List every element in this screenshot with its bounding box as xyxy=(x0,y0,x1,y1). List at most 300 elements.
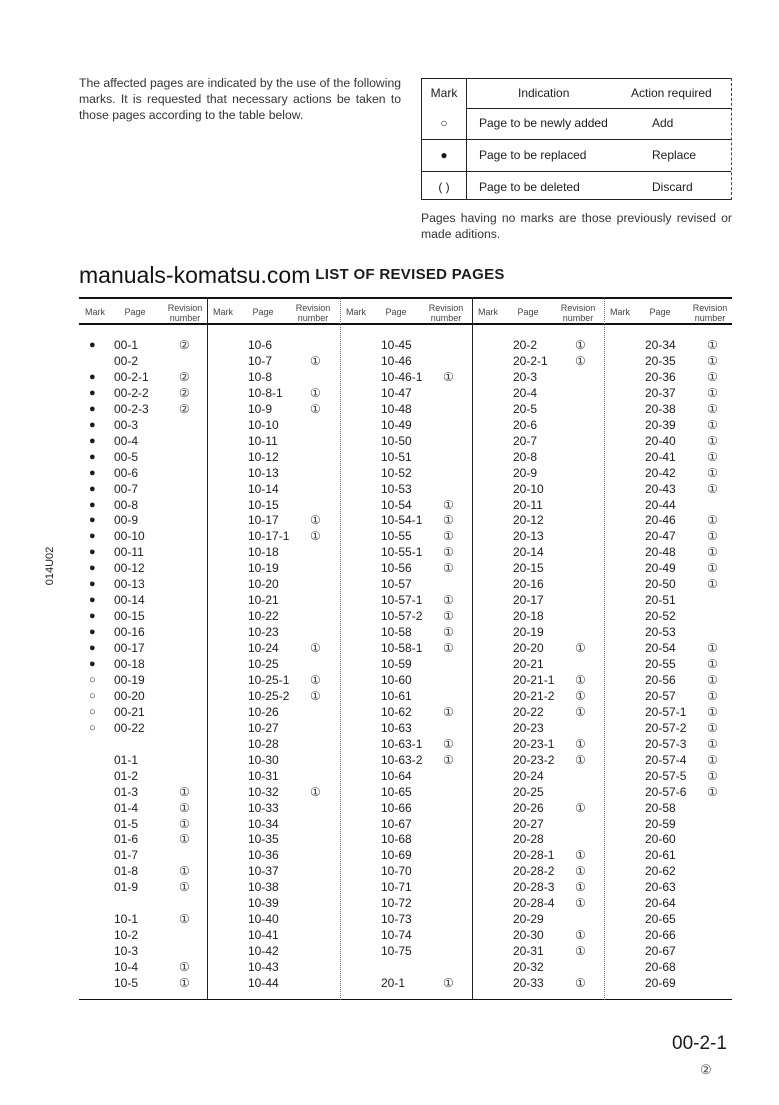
filled-circle-icon: ● xyxy=(89,578,96,591)
page-entry: 10-47 xyxy=(381,385,412,400)
page-entry: 20-26 xyxy=(513,800,544,815)
page-entry: 10-20 xyxy=(248,577,279,592)
page-entry: 10-39 xyxy=(248,896,279,911)
page-entry: 20-30 xyxy=(513,928,544,943)
page-entry: 20-20 xyxy=(513,641,544,656)
page-entry: 00-20 xyxy=(114,688,145,703)
page-entry: 20-5 xyxy=(513,401,538,416)
revision-mark: ① xyxy=(575,928,586,943)
page-entry: 10-57-1 xyxy=(381,593,423,608)
header-page: Page xyxy=(385,307,407,317)
revision-mark: ① xyxy=(575,672,586,687)
filled-circle-icon: ● xyxy=(89,482,96,495)
filled-circle-icon: ● xyxy=(89,418,96,431)
page-entry: 20-58 xyxy=(645,800,676,815)
revision-mark: ① xyxy=(443,736,454,751)
revision-mark: ① xyxy=(707,338,718,352)
revision-mark: ① xyxy=(707,529,718,544)
revision-mark: ① xyxy=(443,593,454,608)
page-entry: 10-15 xyxy=(248,497,279,512)
legend-indication: Page to be deleted xyxy=(479,180,580,194)
revision-mark: ① xyxy=(310,688,321,703)
page-entry: 10-24 xyxy=(248,641,279,656)
revision-mark: ② xyxy=(179,338,190,352)
legend-action: Replace xyxy=(652,148,697,162)
page-entry: 01-3 xyxy=(114,784,139,799)
page-entry: 20-10 xyxy=(513,481,544,496)
page-entry: 20-57-5 xyxy=(645,768,687,783)
page-entry: 10-33 xyxy=(248,800,279,815)
revision-mark: ① xyxy=(310,401,321,416)
page-entry: 10-37 xyxy=(248,864,279,879)
legend-rule xyxy=(422,139,731,140)
page-entry: 00-7 xyxy=(114,481,139,496)
page-entry: 10-5 xyxy=(114,976,139,990)
page-entry: 20-17 xyxy=(513,593,544,608)
page-entry: 10-71 xyxy=(381,880,412,895)
page-entry: 10-25-2 xyxy=(248,688,290,703)
filled-circle-icon: ● xyxy=(89,562,96,575)
page-entry: 20-34 xyxy=(645,338,676,352)
page-entry: 00-22 xyxy=(114,720,145,735)
page-entry: 20-59 xyxy=(645,816,676,831)
page-entry: 20-18 xyxy=(513,609,544,624)
page-entry: 10-65 xyxy=(381,784,412,799)
page-entry: 00-18 xyxy=(114,657,145,671)
page-entry: 10-27 xyxy=(248,720,279,735)
page-entry: 20-24 xyxy=(513,768,544,783)
page-entry: 20-42 xyxy=(645,465,676,480)
page-entry: 10-69 xyxy=(381,848,412,863)
revision-mark: ① xyxy=(443,609,454,624)
page-entry: 20-52 xyxy=(645,609,676,624)
revision-mark: ① xyxy=(179,976,190,990)
page-entry: 01-7 xyxy=(114,848,139,863)
open-circle-icon: ○ xyxy=(89,689,96,702)
page-entry: 10-1 xyxy=(114,912,139,927)
revision-mark: ① xyxy=(310,672,321,687)
revision-mark: ① xyxy=(443,641,454,656)
page-entry: 10-23 xyxy=(248,625,279,640)
filled-circle-icon: ● xyxy=(89,466,96,479)
page-entry: 20-28-3 xyxy=(513,880,555,895)
page-entry: 10-17 xyxy=(248,513,279,528)
table-top-rule xyxy=(79,297,732,299)
page-entry: 20-27 xyxy=(513,816,544,831)
page-entry: 10-38 xyxy=(248,880,279,895)
revision-mark: ① xyxy=(179,784,190,799)
page-entry: 20-28-1 xyxy=(513,848,555,863)
page-entry: 20-21-1 xyxy=(513,672,555,687)
revision-mark: ① xyxy=(443,369,454,384)
page-entry: 20-57-6 xyxy=(645,784,687,799)
legend-indication: Page to be replaced xyxy=(479,148,587,162)
page-entry: 00-14 xyxy=(114,593,145,608)
page-entry: 20-33 xyxy=(513,976,544,990)
page-entry: 20-1 xyxy=(381,976,406,990)
revision-mark: ① xyxy=(707,513,718,528)
revision-mark: ① xyxy=(443,561,454,576)
filled-circle-icon: ● xyxy=(89,402,96,415)
revision-mark: ① xyxy=(707,481,718,496)
page-entry: 10-60 xyxy=(381,672,412,687)
page-entry: 20-48 xyxy=(645,545,676,560)
page-entry: 20-37 xyxy=(645,385,676,400)
header-mark: Mark xyxy=(610,307,630,317)
legend-header-action: Action required xyxy=(631,86,712,100)
revision-mark: ① xyxy=(575,976,586,990)
page-entry: 00-5 xyxy=(114,449,139,464)
revision-mark: ① xyxy=(575,752,586,767)
page-entry: 10-58 xyxy=(381,625,412,640)
page-entry: 20-4 xyxy=(513,385,538,400)
open-circle-icon: ○ xyxy=(89,721,96,734)
revision-mark: ① xyxy=(179,960,190,975)
page-entry: 20-28-2 xyxy=(513,864,555,879)
column-divider xyxy=(472,297,473,1000)
legend-header-indication: Indication xyxy=(518,86,570,100)
open-circle-icon: ○ xyxy=(440,116,448,130)
page-entry: 20-66 xyxy=(645,928,676,943)
page-entry: 10-6 xyxy=(248,338,273,352)
page-number: 00-2-1 xyxy=(672,1033,727,1054)
filled-circle-icon: ● xyxy=(89,450,96,463)
page-entry: 01-4 xyxy=(114,800,139,815)
page-entry: 10-57 xyxy=(381,577,412,592)
page-entry: 10-14 xyxy=(248,481,279,496)
page-entry: 20-65 xyxy=(645,912,676,927)
page-entry: 20-35 xyxy=(645,353,676,368)
page-entry: 20-36 xyxy=(645,369,676,384)
page-entry: 20-43 xyxy=(645,481,676,496)
page-entry: 20-56 xyxy=(645,672,676,687)
page-entry: 20-28 xyxy=(513,832,544,847)
header-revision: Revision number xyxy=(560,303,596,323)
page-entry: 20-51 xyxy=(645,593,676,608)
page-entry: 20-57-1 xyxy=(645,704,687,719)
page-entry: 10-56 xyxy=(381,561,412,576)
page-entry: 10-48 xyxy=(381,401,412,416)
page-entry: 10-42 xyxy=(248,944,279,959)
page-entry: 00-11 xyxy=(114,545,144,560)
revision-mark: ① xyxy=(575,353,586,368)
revision-mark: ① xyxy=(707,736,718,751)
page-entry: 00-16 xyxy=(114,625,145,640)
page-entry: 10-72 xyxy=(381,896,412,911)
page-entry: 20-31 xyxy=(513,944,544,959)
page-entry: 10-54-1 xyxy=(381,513,423,528)
page-entry: 10-68 xyxy=(381,832,412,847)
revision-mark: ① xyxy=(443,545,454,560)
page-entry: 20-61 xyxy=(645,848,676,863)
page-entry: 20-63 xyxy=(645,880,676,895)
page-entry: 10-11 xyxy=(248,433,278,448)
revision-mark: ① xyxy=(575,944,586,959)
page-entry: 20-23 xyxy=(513,720,544,735)
column-divider xyxy=(207,297,208,1000)
page-entry: 20-21 xyxy=(513,657,544,671)
page-entry: 20-64 xyxy=(645,896,676,911)
page-entry: 10-55-1 xyxy=(381,545,423,560)
page-entry: 20-9 xyxy=(513,465,538,480)
filled-circle-icon: ● xyxy=(89,610,96,623)
page-entry: 10-25 xyxy=(248,657,279,671)
page-entry: 01-9 xyxy=(114,880,139,895)
page-entry: 10-36 xyxy=(248,848,279,863)
revision-mark: ① xyxy=(575,880,586,895)
page-entry: 00-4 xyxy=(114,433,139,448)
page-entry: 20-28-4 xyxy=(513,896,555,911)
revision-mark: ① xyxy=(179,864,190,879)
page-entry: 20-60 xyxy=(645,832,676,847)
revision-mark: ① xyxy=(443,704,454,719)
page-entry: 20-2-1 xyxy=(513,353,548,368)
page-entry: 00-2-1 xyxy=(114,369,149,384)
revised-pages-table xyxy=(79,297,732,1000)
page-entry: 10-62 xyxy=(381,704,412,719)
legend-action: Add xyxy=(652,116,674,130)
page-entry: 20-69 xyxy=(645,976,676,990)
header-page: Page xyxy=(649,307,671,317)
revision-mark: ① xyxy=(707,752,718,767)
revision-mark: ① xyxy=(707,657,718,671)
page-entry: 00-3 xyxy=(114,417,139,432)
intro-paragraph: The affected pages are indicated by the use of the following marks. It is requested that necessary actions be taken to those pages according to the table below. xyxy=(79,76,401,122)
page-entry: 10-18 xyxy=(248,545,279,560)
revision-mark: ① xyxy=(179,832,190,847)
page-entry: 20-32 xyxy=(513,960,544,975)
legend-rule xyxy=(422,171,731,172)
page-entry: 20-55 xyxy=(645,657,676,671)
revision-mark: ① xyxy=(707,385,718,400)
revision-mark: ① xyxy=(179,800,190,815)
header-mark: Mark xyxy=(85,307,105,317)
page-entry: 20-25 xyxy=(513,784,544,799)
page-entry: 10-7 xyxy=(248,353,273,368)
page-entry: 20-44 xyxy=(645,497,676,512)
table-bottom-rule xyxy=(79,999,732,1000)
header-revision: Revision number xyxy=(167,303,203,323)
filled-circle-icon: ● xyxy=(89,642,96,655)
revision-mark: ① xyxy=(575,704,586,719)
revision-mark: ① xyxy=(575,736,586,751)
page-entry: 10-22 xyxy=(248,609,279,624)
header-page: Page xyxy=(252,307,274,317)
filled-circle-icon: ● xyxy=(89,386,96,399)
header-mark: Mark xyxy=(213,307,233,317)
page-entry: 10-43 xyxy=(248,960,279,975)
page-entry: 10-49 xyxy=(381,417,412,432)
page-entry: 10-63 xyxy=(381,720,412,735)
revision-mark: ① xyxy=(443,976,454,990)
page-entry: 20-22 xyxy=(513,704,544,719)
page-entry: 20-47 xyxy=(645,529,676,544)
revision-mark: ① xyxy=(443,625,454,640)
page-entry: 20-7 xyxy=(513,433,538,448)
page-entry: 10-51 xyxy=(381,449,412,464)
legend-indication: Page to be newly added xyxy=(479,116,608,130)
page-entry: 10-46 xyxy=(381,353,412,368)
marks-legend-table xyxy=(421,78,732,200)
page-entry: 10-61 xyxy=(381,688,412,703)
page-entry: 10-32 xyxy=(248,784,279,799)
page-entry: 10-75 xyxy=(381,944,412,959)
revision-mark: ① xyxy=(707,561,718,576)
filled-circle-icon: ● xyxy=(89,514,96,527)
revision-mark: ① xyxy=(707,369,718,384)
page-entry: 10-8 xyxy=(248,369,273,384)
filled-circle-icon: ● xyxy=(89,370,96,383)
revision-mark: ① xyxy=(707,545,718,560)
page-entry: 10-64 xyxy=(381,768,412,783)
page-entry: 10-58-1 xyxy=(381,641,423,656)
revision-mark: ① xyxy=(707,641,718,656)
page-entry: 10-21 xyxy=(248,593,279,608)
revision-mark: ① xyxy=(575,688,586,703)
page-entry: 20-40 xyxy=(645,433,676,448)
page-entry: 20-12 xyxy=(513,513,544,528)
page-entry: 20-21-2 xyxy=(513,688,555,703)
page-revision: ② xyxy=(700,1062,712,1077)
page-entry: 20-39 xyxy=(645,417,676,432)
page-entry: 00-2 xyxy=(114,353,139,368)
revision-mark: ① xyxy=(575,800,586,815)
open-circle-icon: ○ xyxy=(89,705,96,718)
page-entry: 00-8 xyxy=(114,497,139,512)
page-entry: 20-23-1 xyxy=(513,736,555,751)
page-entry: 20-68 xyxy=(645,960,676,975)
note-paragraph: Pages having no marks are those previously revised or made aditions. xyxy=(421,211,732,241)
page-entry: 20-49 xyxy=(645,561,676,576)
revision-mark: ② xyxy=(179,401,190,416)
page-entry: 10-70 xyxy=(381,864,412,879)
page-entry: 20-19 xyxy=(513,625,544,640)
page-entry: 00-12 xyxy=(114,561,145,576)
filled-circle-icon: ● xyxy=(89,434,96,447)
filled-circle-icon: ● xyxy=(440,148,448,162)
table-header-rule xyxy=(79,323,732,325)
page-entry: 20-2 xyxy=(513,338,538,352)
page-entry: 20-14 xyxy=(513,545,544,560)
legend-rule xyxy=(466,108,731,109)
revision-mark: ① xyxy=(707,353,718,368)
revision-mark: ① xyxy=(707,688,718,703)
page-entry: 20-3 xyxy=(513,369,538,384)
filled-circle-icon: ● xyxy=(89,546,96,559)
page-entry: 10-41 xyxy=(248,928,279,943)
page-entry: 10-31 xyxy=(248,768,279,783)
open-circle-icon: ○ xyxy=(89,673,96,686)
page-entry: 00-10 xyxy=(114,529,145,544)
page-entry: 20-62 xyxy=(645,864,676,879)
page-entry: 10-50 xyxy=(381,433,412,448)
revision-mark: ① xyxy=(575,896,586,911)
page-title: LIST OF REVISED PAGES xyxy=(315,266,505,283)
revision-mark: ① xyxy=(575,848,586,863)
revision-mark: ① xyxy=(310,529,321,544)
column-divider xyxy=(604,297,605,1000)
revision-mark: ① xyxy=(707,433,718,448)
page-entry: 10-52 xyxy=(381,465,412,480)
page-entry: 10-8-1 xyxy=(248,385,283,400)
page-entry: 10-54 xyxy=(381,497,412,512)
page-entry: 00-6 xyxy=(114,465,139,480)
revision-mark: ② xyxy=(179,369,190,384)
header-page: Page xyxy=(124,307,146,317)
page-entry: 20-46 xyxy=(645,513,676,528)
revision-mark: ① xyxy=(179,880,190,895)
filled-circle-icon: ● xyxy=(89,498,96,511)
page-entry: 01-6 xyxy=(114,832,139,847)
column-divider xyxy=(340,297,341,1000)
revision-mark: ① xyxy=(707,401,718,416)
header-mark: Mark xyxy=(478,307,498,317)
filled-circle-icon: ● xyxy=(89,339,96,351)
page-entry: 20-15 xyxy=(513,561,544,576)
page-entry: 10-57-2 xyxy=(381,609,423,624)
page-entry: 00-21 xyxy=(114,704,145,719)
page-entry: 01-2 xyxy=(114,768,139,783)
revision-mark: ① xyxy=(707,449,718,464)
page-entry: 20-13 xyxy=(513,529,544,544)
revision-mark: ① xyxy=(179,912,190,927)
revision-mark: ① xyxy=(707,417,718,432)
revision-mark: ① xyxy=(179,816,190,831)
page-entry: 01-8 xyxy=(114,864,139,879)
page-entry: 10-74 xyxy=(381,928,412,943)
page-entry: 10-26 xyxy=(248,704,279,719)
page-entry: 10-25-1 xyxy=(248,672,290,687)
page-entry: 20-53 xyxy=(645,625,676,640)
page-entry: 10-2 xyxy=(114,928,139,943)
revision-mark: ① xyxy=(310,641,321,656)
filled-circle-icon: ● xyxy=(89,626,96,639)
page-entry: 10-13 xyxy=(248,465,279,480)
revision-mark: ① xyxy=(707,704,718,719)
revision-mark: ① xyxy=(575,641,586,656)
page-entry: 20-50 xyxy=(645,577,676,592)
page-entry: 00-2-2 xyxy=(114,385,149,400)
page-entry: 20-57-2 xyxy=(645,720,687,735)
page-entry: 10-63-2 xyxy=(381,752,423,767)
header-revision: Revision number xyxy=(295,303,331,323)
page-entry: 10-73 xyxy=(381,912,412,927)
page-entry: 10-35 xyxy=(248,832,279,847)
revision-mark: ① xyxy=(443,513,454,528)
header-revision: Revision number xyxy=(692,303,728,323)
page-entry: 00-1 xyxy=(114,338,139,352)
page-entry: 00-17 xyxy=(114,641,145,656)
page-entry: 20-54 xyxy=(645,641,676,656)
filled-circle-icon: ● xyxy=(89,594,96,607)
page-entry: 10-63-1 xyxy=(381,736,423,751)
page-entry: 10-40 xyxy=(248,912,279,927)
revision-mark: ① xyxy=(443,497,454,512)
page-entry: 20-57-4 xyxy=(645,752,687,767)
legend-header-mark: Mark xyxy=(430,86,458,100)
revision-mark: ① xyxy=(707,672,718,687)
page-entry: 10-17-1 xyxy=(248,529,290,544)
header-mark: Mark xyxy=(346,307,366,317)
page-entry: 00-19 xyxy=(114,672,145,687)
revision-mark: ① xyxy=(707,465,718,480)
watermark: manuals-komatsu.com xyxy=(79,262,311,288)
page-entry: 01-5 xyxy=(114,816,139,831)
page-entry: 10-67 xyxy=(381,816,412,831)
page-entry: 10-53 xyxy=(381,481,412,496)
page-entry: 00-2-3 xyxy=(114,401,149,416)
page-entry: 10-28 xyxy=(248,736,279,751)
